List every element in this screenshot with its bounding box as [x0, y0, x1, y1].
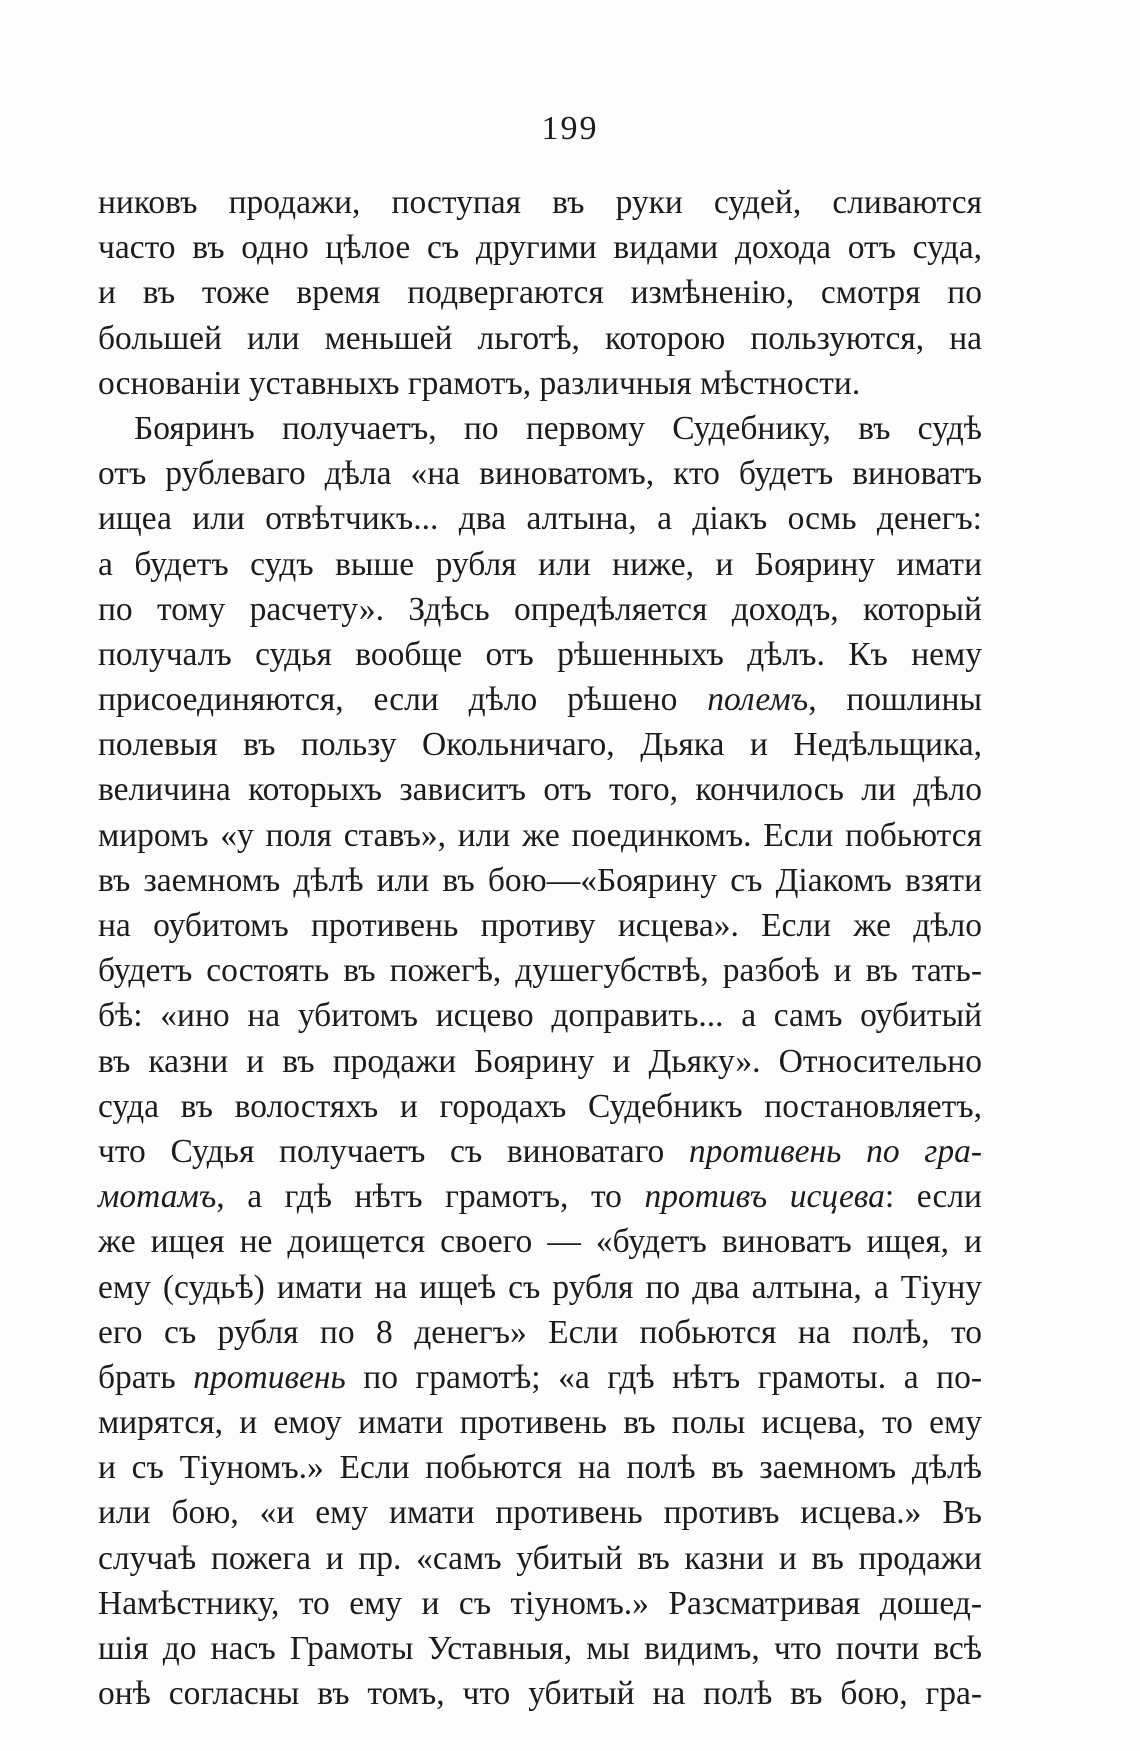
text-run: отъ рублеваго дѣла «на виноватомъ, кто будетъ виноватъ [98, 455, 982, 493]
text-line [98, 406, 982, 451]
text-run: никовъ продажи, поступая въ руки судей, сливаются [98, 184, 982, 221]
text-line [98, 1310, 982, 1355]
text-line [98, 587, 982, 632]
text-line [98, 1355, 982, 1400]
text-run: ищеа или отвѣтчикъ... два алтына, а діакъ осмь денегъ: [98, 500, 982, 538]
text-line [98, 767, 982, 812]
text-line [98, 496, 982, 541]
text-run: и въ тоже время подвергаются измѣненію, смотря по [98, 274, 982, 312]
text-line [98, 813, 982, 858]
text-line [98, 1039, 982, 1084]
page-number: 199 [541, 110, 599, 147]
italic-text: противъ исцева [644, 1178, 885, 1216]
text-run: или бою, «и ему имати противень противъ исцева.» Въ [98, 1494, 982, 1532]
text-run: и съ Тіуномъ.» Если побьются на полѣ въ заемномъ дѣлѣ [98, 1449, 982, 1487]
text-run: часто въ одно цѣлое съ другими видами дохода отъ суда, [98, 229, 982, 267]
text-run: ему (судьѣ) имати на ищеѣ съ рубля по два алтына, а Тіуну [98, 1268, 982, 1306]
text-line [98, 1490, 982, 1535]
text-run: брать [98, 1358, 194, 1396]
text-run: суда въ волостяхъ и городахъ Судебникъ постановляетъ, [98, 1087, 982, 1125]
text-run: по тому расчету». Здѣсь опредѣляется доходъ, который [98, 590, 982, 628]
text-line [98, 1445, 982, 1490]
text-run: основаніи уставныхъ грамотъ, различныя мѣстности. [98, 364, 861, 402]
text-run: : если [884, 1178, 982, 1216]
italic-text: противень по гра- [688, 1132, 982, 1170]
body-text [98, 180, 982, 1716]
text-run: а будетъ судъ выше рубля или ниже, и Боярину имати [98, 545, 982, 583]
text-line [98, 451, 982, 496]
text-line [98, 1219, 982, 1264]
text-run: будетъ состоять въ пожегѣ, душегубствѣ, разбоѣ и въ тать- [98, 952, 982, 990]
text-line [98, 1174, 982, 1219]
text-run: Намѣстнику, то ему и съ тіуномъ.» Разсматривая дошед- [98, 1584, 982, 1622]
text-line [98, 542, 982, 587]
text-line [98, 1400, 982, 1445]
text-line [98, 722, 982, 767]
text-run: , а гдѣ нѣтъ грамотъ, то [216, 1178, 645, 1216]
text-run: въ казни и въ продажи Боярину и Дьяку». Относительно [98, 1042, 982, 1080]
text-line [98, 1084, 982, 1129]
text-line [98, 270, 982, 315]
text-run: на оубитомъ противень противу исцева». Если же дѣло [98, 907, 982, 944]
text-run: въ заемномъ дѣлѣ или въ бою—«Боярину съ Діакомъ взяти [98, 861, 982, 899]
text-line [98, 1536, 982, 1581]
text-run: большей или меньшей льготѣ, которою пользуются, на [98, 319, 982, 357]
text-run: случаѣ пожега и пр. «самъ убитый въ казни и въ продажи [98, 1539, 982, 1577]
text-run: мирятся, и емоу имати противень въ полы исцева, то ему [98, 1404, 982, 1442]
text-line [98, 1626, 982, 1671]
italic-text: полемъ [707, 681, 809, 719]
text-line [98, 225, 982, 270]
text-line [98, 1671, 982, 1716]
text-run: бѣ: «ино на убитомъ исцево доправить... а самъ оубитый [98, 997, 982, 1035]
text-run: что Судья получаетъ съ виноватаго [98, 1132, 689, 1170]
text-line [98, 180, 982, 225]
text-run: его съ рубля по 8 денегъ» Если побьются на полѣ, то [98, 1313, 982, 1351]
text-run: онѣ согласны въ томъ, что убитый на полѣ въ бою, гра- [98, 1675, 982, 1713]
text-line [98, 632, 982, 677]
text-line [98, 316, 982, 361]
italic-text: мотамъ [98, 1178, 217, 1216]
text-run: получалъ судья вообще отъ рѣшенныхъ дѣлъ. Къ нему [98, 635, 982, 673]
text-run: же ищея не доищется своего — «будетъ виноватъ ищея, и [98, 1223, 982, 1261]
text-run: величина которыхъ зависитъ отъ того, кончилось ли дѣло [98, 771, 982, 809]
text-line [98, 1265, 982, 1310]
text-line [98, 858, 982, 903]
text-run: шія до насъ Грамоты Уставныя, мы видимъ, что почти всѣ [98, 1630, 982, 1667]
text-line [98, 1129, 982, 1174]
text-run: полевыя въ пользу Окольничаго, Дьяка и Недѣльщика, [98, 726, 982, 764]
text-run: по грамотѣ; «а гдѣ нѣтъ грамоты. а по- [345, 1358, 982, 1396]
text-line [98, 993, 982, 1038]
italic-text: противень [193, 1358, 346, 1396]
text-line [98, 677, 982, 722]
text-run: Бояринъ получаетъ, по первому Судебнику, въ судѣ [134, 409, 982, 447]
text-line [98, 903, 982, 948]
text-run: , пошлины [808, 681, 982, 719]
text-run: миромъ «у поля ставъ», или же поединкомъ. Если побьются [98, 816, 982, 854]
text-line [98, 361, 982, 406]
text-run: присоединяются, если дѣло рѣшено [98, 681, 708, 719]
text-line [98, 948, 982, 993]
text-line [98, 1581, 982, 1626]
